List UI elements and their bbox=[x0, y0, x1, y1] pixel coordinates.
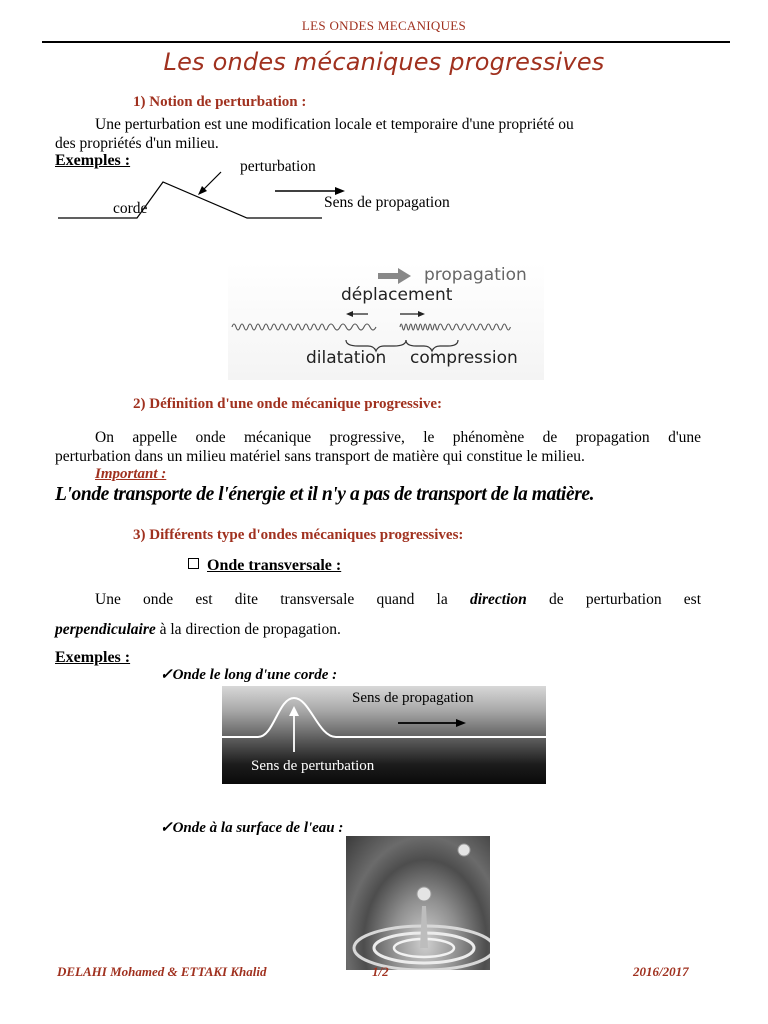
propagation-block-arrow-head bbox=[398, 268, 411, 284]
section-3-paragraph-line-1 bbox=[55, 590, 701, 609]
spring-coils bbox=[232, 324, 510, 330]
spring-propagation-label: propagation bbox=[424, 265, 527, 285]
section-1-examples-label: Exemples : bbox=[55, 152, 131, 169]
footer-year: 2016/2017 bbox=[633, 964, 689, 979]
perpendiculaire-emphasis: perpendiculaire bbox=[55, 621, 156, 638]
section-3-paragraph-line-2 bbox=[55, 620, 341, 639]
header-divider bbox=[42, 41, 730, 43]
section-2-paragraph-line-1: On appelle onde mécanique progressive, le phénomène de propagation d'une bbox=[95, 429, 701, 446]
rope-propagation-arrow-head bbox=[456, 719, 466, 727]
propagation-block-arrow bbox=[378, 273, 398, 279]
section-3-line-1-a: Une onde est dite transversale quand la bbox=[95, 591, 470, 608]
section-2-heading: 2) Définition d'une onde mécanique progressive: bbox=[133, 396, 443, 412]
main-title: Les ondes mécaniques progressives bbox=[163, 48, 605, 76]
section-3-line-2-b: à la direction de propagation. bbox=[155, 621, 341, 638]
section-1-paragraph bbox=[55, 115, 701, 134]
water-drop-photo bbox=[346, 836, 490, 970]
perturbation-label: perturbation bbox=[240, 158, 316, 175]
section-1-heading: 1) Notion de perturbation : bbox=[133, 94, 307, 110]
spring-dilatation-label: dilatation bbox=[306, 348, 387, 368]
rope-perturbation-label: Sens de perturbation bbox=[251, 758, 375, 774]
checkbox-bullet-icon bbox=[188, 558, 199, 569]
deplacement-arrow-left-head bbox=[346, 311, 353, 317]
spring-deplacement-label: déplacement bbox=[341, 285, 453, 305]
section-1-line-1: Une perturbation est une modification locale et temporaire d'une propriété ou bbox=[95, 116, 574, 133]
footer-authors: DELAHI Mohamed & ETTAKI Khalid bbox=[57, 964, 267, 979]
section-2-paragraph-line-2: perturbation dans un milieu matériel sans transport de matière qui constitue le milieu. bbox=[55, 448, 585, 465]
onde-transversale-heading bbox=[188, 557, 341, 575]
spring-compression-label: compression bbox=[410, 348, 518, 368]
section-3-line-1-b: de perturbation est bbox=[526, 591, 701, 608]
section-3-examples-label: Exemples : bbox=[55, 649, 131, 666]
deplacement-arrow-right-head bbox=[418, 311, 425, 317]
key-sentence: L'onde transporte de l'énergie et il n'y a pas de transport de la matière. bbox=[55, 484, 595, 505]
corde-label: corde bbox=[113, 200, 148, 217]
example-1-item bbox=[160, 665, 337, 684]
section-1-paragraph-line-2: des propriétés d'un milieu. bbox=[55, 135, 219, 152]
perturbation-up-arrow-head bbox=[289, 706, 299, 716]
propagation-label: Sens de propagation bbox=[324, 194, 450, 211]
rope-line bbox=[58, 182, 322, 218]
example-2-item bbox=[160, 818, 343, 837]
checkmark-icon: ✓ bbox=[160, 820, 173, 836]
important-label: Important : bbox=[95, 466, 167, 482]
example-2-label: Onde à la surface de l'eau : bbox=[172, 820, 344, 836]
page-header: LES ONDES MECANIQUES bbox=[301, 18, 467, 33]
section-3-heading: 3) Différents type d'ondes mécaniques progressives: bbox=[133, 527, 464, 543]
checkmark-icon: ✓ bbox=[160, 667, 173, 683]
onde-transversale-label: Onde transversale : bbox=[207, 557, 342, 574]
footer-page-number: 1/2 bbox=[372, 964, 389, 979]
example-1-label: Onde le long d'une corde : bbox=[172, 667, 338, 683]
direction-emphasis: direction bbox=[469, 591, 527, 608]
water-ripples bbox=[346, 836, 490, 970]
rope-propagation-label: Sens de propagation bbox=[352, 690, 474, 706]
